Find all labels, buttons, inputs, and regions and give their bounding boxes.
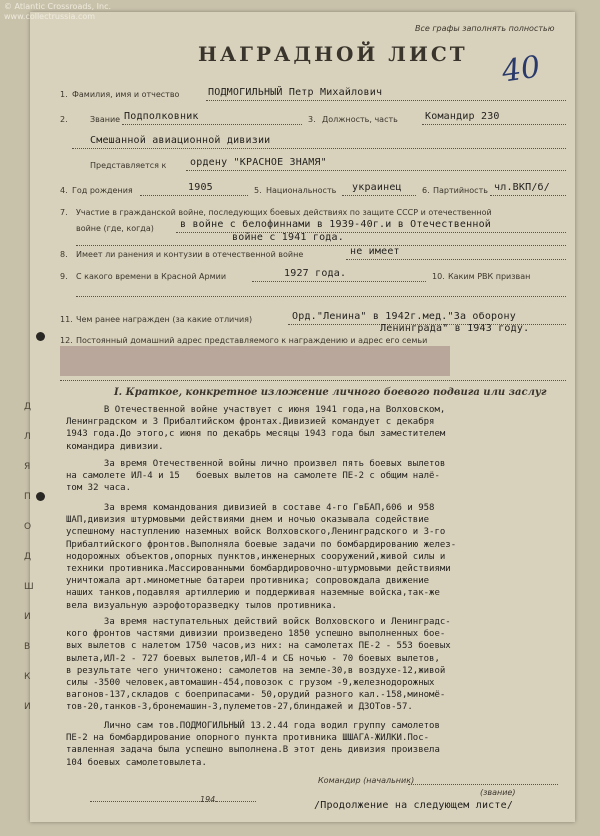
field-7-value-1: в войне с белофиннами в 1939-40г.и в Отечественной xyxy=(180,219,492,230)
field-1-value: ПОДМОГИЛЬНЫЙ Петр Михайлович xyxy=(208,87,383,98)
field-7-label-1: Участие в гражданской войне, последующих боевых действиях по защите СССР и отечественной xyxy=(76,208,492,217)
field-9-number: 9. xyxy=(60,272,68,281)
continuation-note: /Продолжение на следующем листе/ xyxy=(314,800,514,811)
field-9-value: 1927 года. xyxy=(284,268,347,279)
narrative-paragraph-4: За время наступательных действий войск Волховского и Ленинградс- кого фронтов частями дивизии произведено 1850 успешно выполненных бое- вых вылетов с налетом 1750 часов,из них: на самолетах ПЕ-2 - 553 боевых вылета,ИЛ-2 - 727 боевых вылетов,ИЛ-4 и СБ ночью - 70 боевых вылетов, в результате чего уничтожено: самолетов на земле-30,в воздухе-12,живой силы -3500 человек,автомашин-454,повозок с грузом -9,железнодорожных вагонов-137,складов с боеприпасами- 50,орудий разного кал.-158,миномё- тов-20,танков-3,бронемашин-3,пулеметов-27,блиндажей и ДЗОТов-57. xyxy=(66,617,451,713)
field-11-value-2: Ленинграда" в 1943 году. xyxy=(380,323,530,334)
field-3-value-cont: Смешанной авиационной дивизии xyxy=(90,135,271,146)
field-3-label: Должность, часть xyxy=(322,115,398,124)
redacted-address xyxy=(60,346,450,376)
handwritten-mark: 40 xyxy=(499,49,543,90)
header-note: Все графы заполнять полностью xyxy=(415,24,555,33)
field-11-value-1: Орд."Ленина" в 1942г.мед."За оборону xyxy=(292,311,516,322)
field-3-value: Командир 230 xyxy=(425,111,500,122)
field-7-value-2: войне с 1941 года. xyxy=(232,232,344,243)
field-12-number: 12. xyxy=(60,336,73,345)
field-4-value: 1905 xyxy=(188,182,213,193)
rank-label: (звание) xyxy=(480,788,516,797)
narrative-paragraph-2: За время Отечественной войны лично произвел пять боевых вылетов на самолете ИЛ-4 и 15 боевых вылетов на самолете ПЕ-2 с общим налё- том 32 часа. xyxy=(66,459,446,494)
field-8-number: 8. xyxy=(60,250,68,259)
field-4-number: 4. xyxy=(60,186,68,195)
field-11-number: 11. xyxy=(60,315,73,324)
watermark-line-1: © Atlantic Crossroads, Inc. xyxy=(4,2,112,11)
field-5-label: Национальность xyxy=(266,186,337,195)
field-8-label: Имеет ли ранения и контузии в отечественной войне xyxy=(76,250,304,259)
field-6-label: Партийность xyxy=(433,186,488,195)
page-title: НАГРАДНОЙ ЛИСТ xyxy=(198,42,468,66)
field-8-value: не имеет xyxy=(350,246,400,257)
field-3-number: 3. xyxy=(308,115,316,124)
field-10-label: Каким РВК призван xyxy=(448,272,531,281)
field-10-number: 10. xyxy=(432,272,445,281)
field-6-value: чл.ВКП/б/ xyxy=(494,182,550,193)
award-label: Представляется к xyxy=(90,161,167,170)
field-5-number: 5. xyxy=(254,186,262,195)
signature-label: Командир (начальник) xyxy=(318,776,415,785)
award-value: ордену "КРАСНОЕ ЗНАМЯ" xyxy=(190,157,327,168)
punch-hole-bottom xyxy=(36,492,45,501)
field-1-number: 1. xyxy=(60,90,68,99)
binding-margin-label: Д Л Я П О Д Ш И В К И xyxy=(24,402,34,712)
field-2-label: Звание xyxy=(90,115,121,124)
narrative-paragraph-3: За время командования дивизией в составе 4-го ГвБАП,606 и 958 ШАП,дивизия штурмовыми действиями днем и ночью оказывала содействие успешному наступлению наземных войск Волховского,Ленинградского и 3-го Прибалтийского фронтов.Выполняла боевые задачи по бомбардированию желез- нодорожных объектов,опорных пунктов,инженерных сооружений,живой силы и техники противника.Массированными бомбардировочно-штурмовыми действиями уничтожала арт.минометные батареи противника; сопровождала движение наших танков,подавляя артиллерию и поддерживая наземные войска,так-же вела визуальную аэрофоторазведку тылов противника. xyxy=(66,503,457,611)
award-sheet xyxy=(4,2,575,822)
field-9-label: С какого времени в Красной Армии xyxy=(76,272,227,281)
field-11-label: Чем ранее награжден (за какие отличия) xyxy=(76,315,253,324)
section-title: I. Краткое, конкретное изложение личного боевого подвига или заслуг xyxy=(114,387,547,398)
watermark-line-2: www.collectrussia.com xyxy=(4,12,96,21)
field-4-label: Год рождения xyxy=(72,186,133,195)
field-12-label: Постоянный домашний адрес представляемого к награждению и адрес его семьи xyxy=(76,336,428,345)
field-5-value: украинец xyxy=(352,182,402,193)
narrative-paragraph-5: Лично сам тов.ПОДМОГИЛЬНЫЙ 13.2.44 года водил группу самолетов ПЕ-2 на бомбардирование опорного пункта противника ШШАГА-ЖИЛКИ.Пос- тавленная задача была успешно выполнена.В этот день дивизия произвела 104 боевых самолетовылета. xyxy=(66,721,440,768)
field-7-label-2: войне (где, когда) xyxy=(76,224,154,233)
punch-hole-top xyxy=(36,332,45,341)
field-2-number: 2. xyxy=(60,115,68,124)
field-2-value: Подполковник xyxy=(124,111,199,122)
narrative-paragraph-1: В Отечественной войне участвует с июня 1941 года,на Волховском, Ленинградском и 3 Прибалтийском фронтах.Дивизией командует с декабря 1943 года.До этого,с июня по декабрь месяцы 1943 года был заместителем командира дивизии. xyxy=(66,405,446,452)
field-1-label: Фамилия, имя и отчество xyxy=(72,90,180,99)
field-6-number: 6. xyxy=(422,186,430,195)
field-7-number: 7. xyxy=(60,208,68,217)
date-label: 194 xyxy=(200,795,216,804)
